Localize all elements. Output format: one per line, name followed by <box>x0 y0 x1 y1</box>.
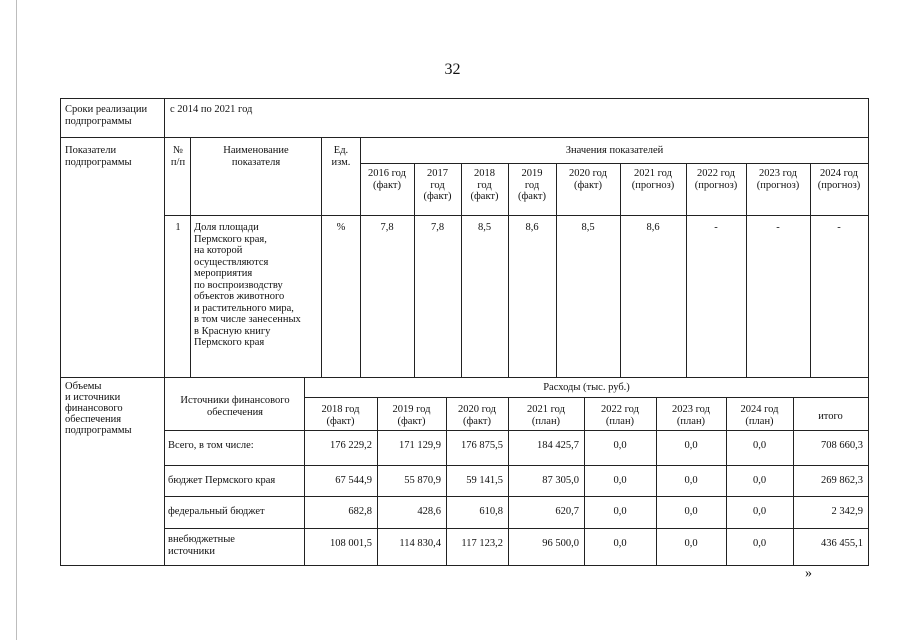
indicator-row-name: Доля площади Пермского края, на которой осуществляются мероприятия по воспроизводству объектов животного и растительного мира, в том числе занесенных в Красную книгу Пермского края <box>194 222 301 348</box>
grid-line-horizontal <box>304 397 868 398</box>
indicator-year-header: 2021 год (прогноз) <box>631 168 675 191</box>
finance-column-header: 2018 год (факт) <box>321 404 360 427</box>
finance-value: 0,0 <box>752 506 767 517</box>
indicator-year-header: 2020 год (факт) <box>569 168 607 191</box>
indicators-label: Показатели подпрограммы <box>65 145 132 168</box>
section-divider <box>60 377 868 378</box>
indicator-year-header: 2018 год (факт) <box>470 168 499 202</box>
finance-value: 269 862,3 <box>821 475 863 486</box>
finance-value: 108 001,5 <box>330 538 372 549</box>
finance-value: 436 455,1 <box>821 538 863 549</box>
grid-line-horizontal <box>164 215 868 216</box>
indicator-year-header: 2023 год (прогноз) <box>756 168 800 191</box>
timing-value: с 2014 по 2021 год <box>170 104 253 115</box>
grid-line-vertical <box>810 163 811 377</box>
indicator-values-header: Значения показателей <box>565 145 664 156</box>
indicator-value: 8,5 <box>581 222 595 233</box>
finance-value: 0,0 <box>752 538 767 549</box>
indicator-year-header: 2022 год (прогноз) <box>694 168 738 191</box>
grid-line-horizontal <box>164 430 868 431</box>
indicator-value: - <box>776 222 780 233</box>
grid-line-vertical <box>190 137 191 377</box>
indicator-year-header: 2017 год (факт) <box>423 168 452 202</box>
grid-line-horizontal <box>164 528 868 529</box>
indicator-value: - <box>714 222 718 233</box>
finance-value: 428,6 <box>417 506 441 517</box>
finance-value: 0,0 <box>613 538 627 549</box>
finance-value: 0,0 <box>752 475 767 486</box>
finance-value: 0,0 <box>613 475 627 486</box>
indicator-value: 8,5 <box>477 222 492 233</box>
grid-line-vertical <box>746 163 747 377</box>
indicator-value: 8,6 <box>525 222 539 233</box>
finance-value: 610,8 <box>479 506 503 517</box>
finance-column-header: 2021 год (план) <box>527 404 565 427</box>
finance-value: 59 141,5 <box>466 475 503 486</box>
indicator-year-header: 2019 год (факт) <box>517 168 546 202</box>
closing-quote-mark: » <box>805 566 812 581</box>
indicator-value: - <box>837 222 841 233</box>
finance-value: 2 342,9 <box>831 506 863 517</box>
indicator-value: 7,8 <box>430 222 445 233</box>
finance-value: 87 305,0 <box>542 475 579 486</box>
indicator-name-header: Наименование показателя <box>223 145 289 168</box>
grid-line-horizontal <box>164 465 868 466</box>
grid-line-vertical <box>620 163 621 377</box>
indicator-value: 8,6 <box>646 222 660 233</box>
finance-value: 0,0 <box>752 440 767 451</box>
finance-value: 0,0 <box>684 440 698 451</box>
finance-row-label: внебюджетные источники <box>168 534 235 557</box>
finance-value: 0,0 <box>684 475 698 486</box>
indicator-year-header: 2016 год (факт) <box>368 168 406 191</box>
indicator-year-header: 2024 год (прогноз) <box>817 168 861 191</box>
indicator-value: 7,8 <box>380 222 394 233</box>
grid-line-horizontal <box>360 163 868 164</box>
finance-row-label: федеральный бюджет <box>168 506 265 517</box>
finance-column-header: 2022 год (план) <box>601 404 639 427</box>
finance-expenses-header: Расходы (тыс. руб.) <box>543 382 630 393</box>
finance-label: Объемы и источники финансового обеспечения подпрограммы <box>65 381 132 436</box>
finance-column-header: 2020 год (факт) <box>458 404 496 427</box>
finance-column-header: итого <box>818 411 843 422</box>
timing-label: Сроки реализации подпрограммы <box>65 104 148 127</box>
finance-value: 114 830,4 <box>399 538 441 549</box>
finance-row-label: Всего, в том числе: <box>168 440 254 451</box>
finance-value: 176 875,5 <box>461 440 503 451</box>
finance-value: 708 660,3 <box>821 440 863 451</box>
finance-value: 96 500,0 <box>542 538 579 549</box>
finance-value: 176 229,2 <box>330 440 372 451</box>
finance-value: 0,0 <box>613 440 627 451</box>
finance-value: 55 870,9 <box>404 475 441 486</box>
finance-column-header: 2019 год (факт) <box>392 404 431 427</box>
finance-value: 0,0 <box>613 506 627 517</box>
finance-value: 171 129,9 <box>399 440 441 451</box>
finance-column-header: 2023 год (план) <box>672 404 710 427</box>
section-divider <box>60 137 868 138</box>
indicator-row-unit: % <box>336 222 346 233</box>
finance-sources-header: Источники финансового обеспечения <box>180 395 290 418</box>
finance-value: 0,0 <box>684 538 698 549</box>
grid-line-vertical <box>686 163 687 377</box>
finance-value: 682,8 <box>348 506 372 517</box>
finance-value: 67 544,9 <box>335 475 372 486</box>
finance-row-label: бюджет Пермского края <box>168 475 276 486</box>
grid-line-vertical <box>556 163 557 377</box>
finance-value: 0,0 <box>684 506 698 517</box>
finance-value: 184 425,7 <box>537 440 579 451</box>
finance-value: 117 123,2 <box>461 538 503 549</box>
grid-line-horizontal <box>164 496 868 497</box>
finance-column-header: 2024 год (план) <box>740 404 779 427</box>
indicator-unit-header: Ед. изм. <box>331 145 351 168</box>
page-number: 32 <box>444 61 461 78</box>
scan-edge-line <box>16 0 17 640</box>
finance-value: 620,7 <box>555 506 579 517</box>
indicator-row-number: 1 <box>175 222 181 233</box>
indicator-number-header: № п/п <box>170 145 186 168</box>
